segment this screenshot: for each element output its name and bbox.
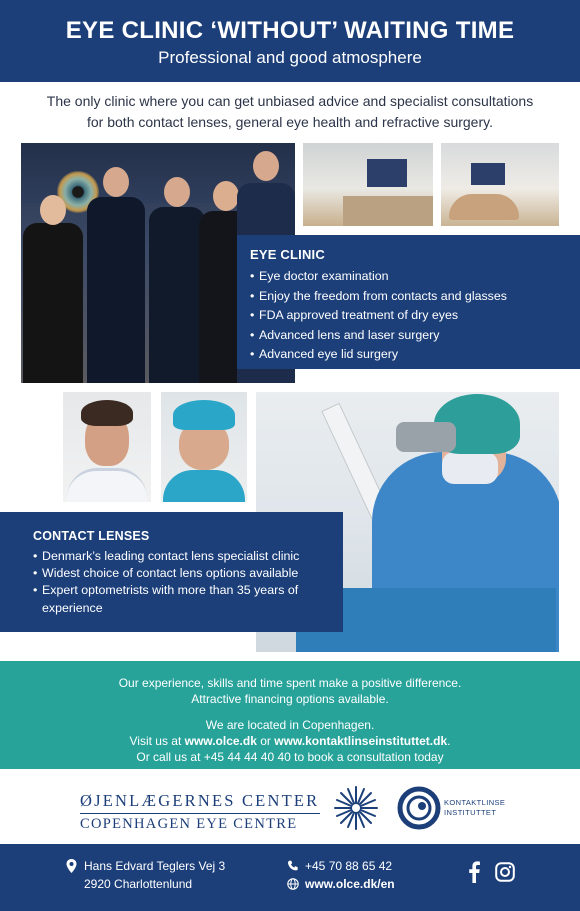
list-item [250, 326, 580, 346]
list-item-continued [33, 600, 343, 617]
phone-number: +45 70 88 65 42 [305, 859, 393, 873]
olce-link[interactable]: www.olce.dk [184, 734, 257, 748]
staff-member [23, 223, 83, 383]
list-item-text: Eye doctor examination [259, 269, 389, 283]
facebook-icon[interactable] [466, 861, 482, 883]
visit-or: or [256, 734, 275, 748]
doctor-shirt [67, 468, 147, 502]
bullet-icon: • [33, 549, 38, 563]
globe-icon [287, 878, 299, 890]
reception-sign [367, 159, 407, 187]
staff-member [87, 197, 145, 383]
band-call-line: Or call us at +45 44 44 40 40 to book a consultation today [136, 750, 444, 764]
list-item [250, 345, 580, 365]
reception-desk [343, 196, 433, 226]
website-link: www.olce.dk/en [305, 877, 395, 891]
logo-line-2: COPENHAGEN EYE CENTRE [80, 816, 298, 832]
bullet-icon: • [250, 327, 255, 342]
info-band [0, 661, 580, 769]
eye-clinic-panel [237, 235, 580, 369]
lobby-sign [471, 163, 505, 185]
microscope-head [396, 422, 456, 452]
logo-divider [80, 813, 320, 814]
doctor-scrubs [163, 470, 245, 502]
list-item [33, 582, 343, 599]
eye-clinic-list [250, 267, 580, 365]
instagram-icon[interactable] [495, 862, 515, 882]
list-item-text: Denmark’s leading contact lens specialist clinic [42, 549, 300, 563]
intro-line-2: for both contact lenses, general eye health and refractive surgery. [87, 114, 493, 130]
staff-head [253, 151, 279, 181]
lobby-desk [449, 194, 519, 220]
surgical-mask [442, 452, 498, 484]
phone-icon [287, 860, 299, 872]
map-pin-icon [66, 859, 77, 873]
staff-head [103, 167, 129, 197]
bullet-icon: • [250, 308, 255, 323]
list-item-text: Advanced lens and laser surgery [259, 327, 440, 342]
footer [0, 844, 580, 911]
logo-line-1: ØJENLÆGERNES CENTER [80, 791, 320, 810]
band-visit-line [0, 733, 580, 749]
list-item-text: Expert optometrists with more than 35 years of [42, 583, 299, 598]
list-item-text: Enjoy the freedom from contacts and glasses [259, 288, 507, 303]
address-line-1: Hans Edvard Teglers Vej 3 [84, 859, 226, 873]
staff-member [149, 207, 205, 383]
contact-lenses-panel [0, 512, 343, 632]
staff-head [213, 181, 239, 211]
contact-lenses-list [33, 548, 343, 617]
doctor-portrait-2 [161, 392, 247, 502]
list-item [250, 267, 580, 287]
list-item [33, 565, 343, 582]
band-line-3: We are located in Copenhagen. [205, 718, 375, 732]
list-item-text: Widest choice of contact lens options available [42, 566, 299, 581]
band-spacer [0, 707, 580, 717]
bullet-icon: • [250, 288, 255, 303]
list-item [250, 287, 580, 307]
bullet-icon: • [250, 347, 255, 362]
address-lines [66, 857, 225, 893]
staff-head [40, 195, 66, 225]
kontaktlinse-link[interactable]: www.kontaktlinseinstituttet.dk [274, 734, 448, 748]
footer-contact [287, 857, 395, 893]
ki-line-1: KONTAKTLINSE [444, 798, 506, 807]
band-line-2: Attractive financing options available. [191, 692, 389, 706]
website-row[interactable] [287, 875, 395, 893]
list-item-text: experience [42, 600, 103, 615]
lobby-photo [441, 143, 559, 226]
staff-head [164, 177, 190, 207]
list-item-text: FDA approved treatment of dry eyes [259, 308, 459, 323]
phone-row[interactable] [287, 857, 395, 875]
doctor-portrait-1 [63, 392, 151, 502]
address-line-2: 2920 Charlottenlund [84, 877, 193, 891]
ki-ring-logo-icon [397, 786, 441, 830]
header-banner [0, 0, 580, 82]
footer-address [66, 857, 225, 893]
intro-text [0, 91, 580, 133]
ojenlaegernes-logo [80, 791, 320, 833]
page-title: EYE CLINIC ‘WITHOUT’ WAITING TIME [65, 17, 515, 44]
band-line-1: Our experience, skills and time spent make a positive difference. [118, 676, 462, 690]
bullet-icon: • [33, 566, 38, 581]
surgical-cap [173, 400, 235, 430]
ki-line-2: INSTITUTTET [444, 808, 497, 817]
list-item [33, 548, 343, 565]
page-subtitle: Professional and good atmosphere [158, 48, 422, 67]
visit-suffix: . [447, 734, 451, 748]
sunburst-logo-icon [332, 784, 380, 832]
doctor-hair [81, 400, 133, 426]
bullet-icon: • [33, 583, 38, 598]
list-item [250, 306, 580, 326]
visit-prefix: Visit us at [129, 734, 185, 748]
eye-clinic-title: EYE CLINIC [250, 247, 325, 262]
intro-line-1: The only clinic where you can get unbiased advice and specialist consultations [46, 93, 534, 109]
kontaktlinse-logo-text [444, 798, 505, 818]
contact-lenses-title: CONTACT LENSES [33, 529, 150, 543]
bullet-icon: • [250, 269, 255, 283]
list-item-text: Advanced eye lid surgery [259, 347, 399, 362]
reception-photo [303, 143, 433, 226]
